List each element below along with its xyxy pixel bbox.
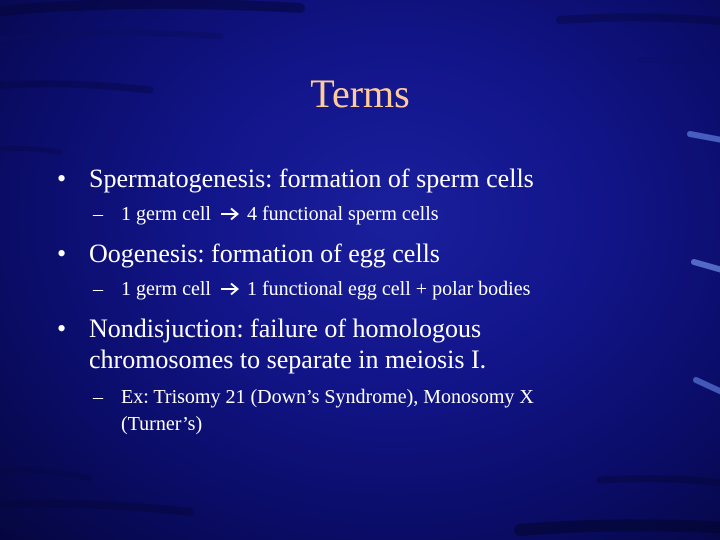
bullet-text: Spermatogenesis: formation of sperm cells bbox=[89, 164, 534, 193]
bullet-spermatogenesis bbox=[57, 163, 534, 194]
bullet-marker: • bbox=[57, 239, 67, 268]
bullet-marker: • bbox=[57, 164, 67, 193]
sub-bullet-text-end: 1 functional egg cell + polar bodies bbox=[246, 278, 531, 300]
bullet-oogenesis bbox=[57, 238, 440, 269]
sub-bullet-text-line: (Turner’s) bbox=[121, 413, 203, 435]
slide-title: Terms bbox=[310, 71, 410, 116]
bullet-text: Oogenesis: formation of egg cells bbox=[89, 239, 440, 268]
sub-bullet-spermatogenesis bbox=[93, 201, 439, 228]
sub-bullet-text-line: Ex: Trisomy 21 (Down’s Syndrome), Monosomy X bbox=[121, 386, 534, 408]
dash-marker: – bbox=[93, 203, 103, 225]
right-arrow-icon bbox=[220, 282, 240, 296]
sub-bullet-text-start: 1 germ cell bbox=[121, 278, 211, 300]
bullet-marker: • bbox=[57, 314, 67, 343]
sub-bullet-oogenesis bbox=[93, 276, 531, 303]
bullet-text-line: Nondisjuction: failure of homologous bbox=[89, 314, 482, 343]
bullet-text-line: chromosomes to separate in meiosis I. bbox=[89, 345, 487, 374]
sub-bullet-text-start: 1 germ cell bbox=[121, 203, 211, 225]
sub-bullet-text-end: 4 functional sperm cells bbox=[246, 203, 439, 225]
dash-marker: – bbox=[93, 278, 103, 300]
right-arrow-icon bbox=[220, 207, 240, 221]
dash-marker: – bbox=[93, 386, 103, 408]
sub-bullet-nondisjunction-example bbox=[93, 384, 534, 438]
bullet-nondisjunction bbox=[57, 313, 487, 375]
